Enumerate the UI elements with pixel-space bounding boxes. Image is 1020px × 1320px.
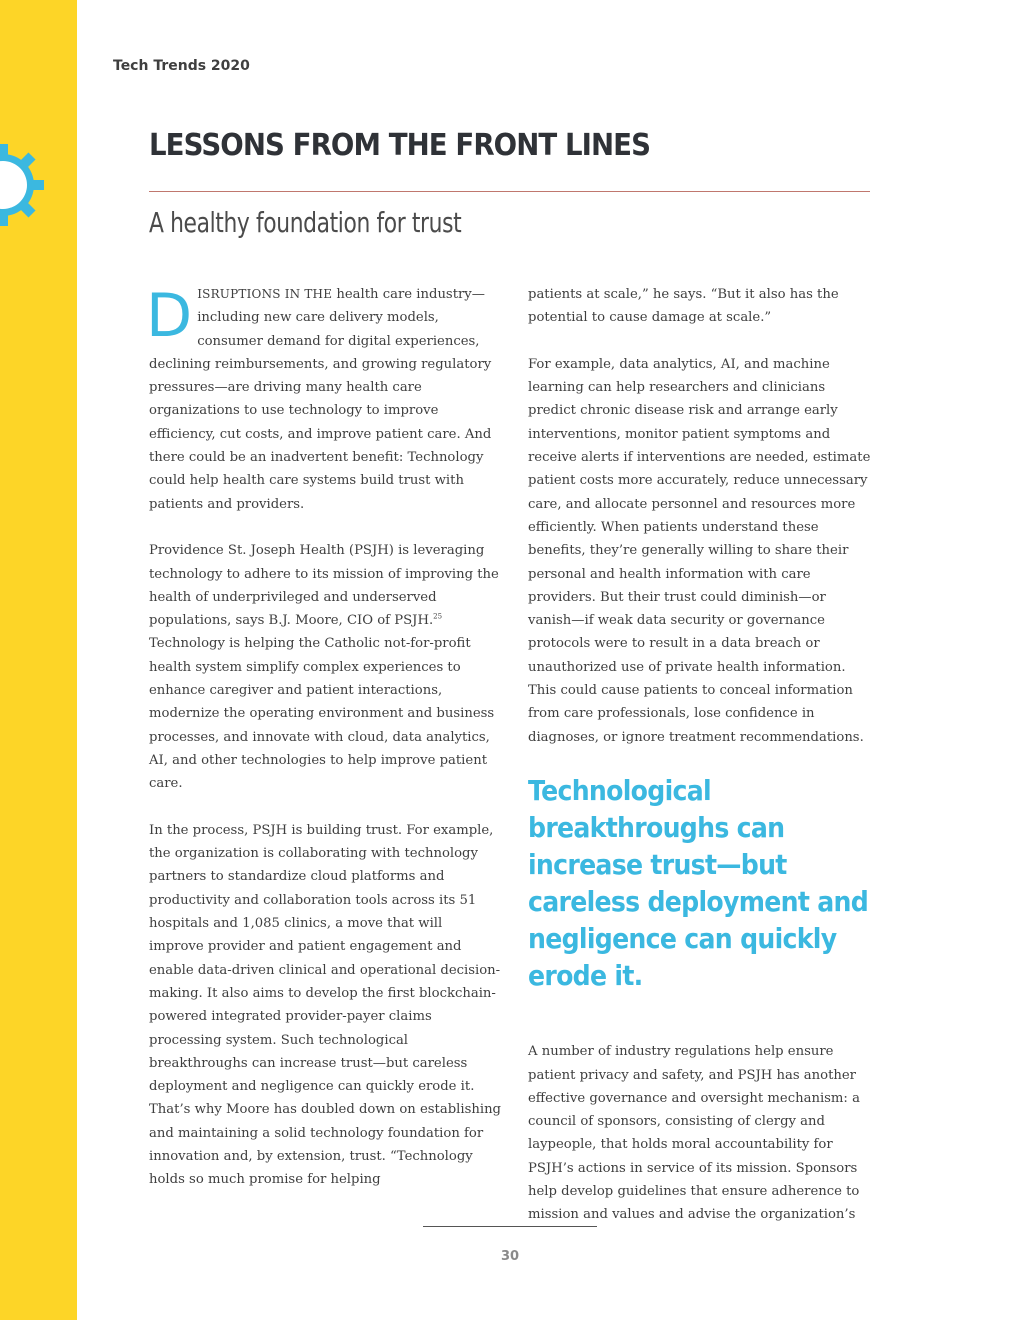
trust-paragraph: In the process, PSJH is building trust. For example, the organization is collaborating with technology partners to standardize cloud platforms and productivity and collaboration tools across its 51 hospitals and 1,085 clinics, a move that will improve provider and patient engagement and enable data-driven clinical and operational decision-making. It also aims to develop the first blockchain-powered integrated provider-payer claims processing system. Such technological breakthroughs can increase trust—but careless deployment and negligence can quickly erode it. That’s why Moore has doubled down on establishing and maintaining a solid technology foundation for innovation and, by extension, trust. “Technology holds so much promise for helping xyxy=(149,822,501,1188)
analytics-paragraph: For example, data analytics, AI, and machine learning can help researchers and clinicians predict chronic disease risk and arrange early interventions, monitor patient symptoms and receive alerts if interventions are needed, estimate patient costs more accurately, reduce unnecessary care, and allocate personnel and resources more efficiently. When patients understand these benefits, they’re generally willing to share their personal and health information with care providers. But their trust could diminish—or vanish—if weak data security or governance protocols were to result in a data breach or unauthorized use of private health information. This could cause patients to conceal information from care professionals, lose confidence in diagnoses, or ignore treatment recommendations. xyxy=(528,356,871,745)
gear-icon xyxy=(0,142,46,228)
title-divider xyxy=(149,191,870,192)
footer-divider xyxy=(423,1226,597,1227)
psjh-text-a: Providence St. Joseph Health (PSJH) is leveraging technology to adhere to its mission of improving the health of underprivileged and underserved populations, says B.J. Moore, CIO of PSJH. xyxy=(149,543,499,629)
psjh-text-b: Technology is helping the Catholic not-for-profit health system simplify complex experiences to enhance caregiver and patient interactions, modernize the operating environment and business processes, and innovate with cloud, data analytics, AI, and other technologies to help improve patient care. xyxy=(149,636,495,792)
lead-in-smallcaps: ISRUPTIONS IN THE xyxy=(197,287,333,301)
continued-paragraph: patients at scale,” he says. “But it also has the potential to cause damage at scale.” xyxy=(528,287,839,326)
section-subtitle: A healthy foundation for trust xyxy=(149,206,462,239)
pull-quote: Technological breakthroughs can increase trust—but careless deployment and negligence can quickly erode it. xyxy=(528,774,869,993)
side-color-bar xyxy=(0,0,77,1320)
left-column xyxy=(146,281,501,1215)
intro-text: health care industry—including new care delivery models, consumer demand for digital experiences, declining reimbursements, and growing regulatory pressures—are driving many health care organizations to use technology to improve efficiency, cut costs, and improve patient care. And there could be an inadvertent benefit: Technology could help health care systems build trust with patients and providers. xyxy=(149,287,492,512)
intro-paragraph xyxy=(146,281,501,516)
page-title: LESSONS FROM THE FRONT LINES xyxy=(149,128,651,163)
drop-cap: D xyxy=(146,281,193,351)
page-number: 30 xyxy=(500,1249,520,1264)
psjh-paragraph xyxy=(149,539,501,795)
right-column xyxy=(528,283,873,1250)
regulations-paragraph: A number of industry regulations help ensure patient privacy and safety, and PSJH has another effective governance and oversight mechanism: a council of sponsors, consisting of clergy and laypeople, that holds moral accountability for PSJH’s actions in service of its mission. Sponsors help develop guidelines that ensure adherence to mission and values and advise the organization’s xyxy=(528,1044,860,1223)
footnote-ref: 25 xyxy=(433,612,443,621)
running-head: Tech Trends 2020 xyxy=(113,58,250,74)
